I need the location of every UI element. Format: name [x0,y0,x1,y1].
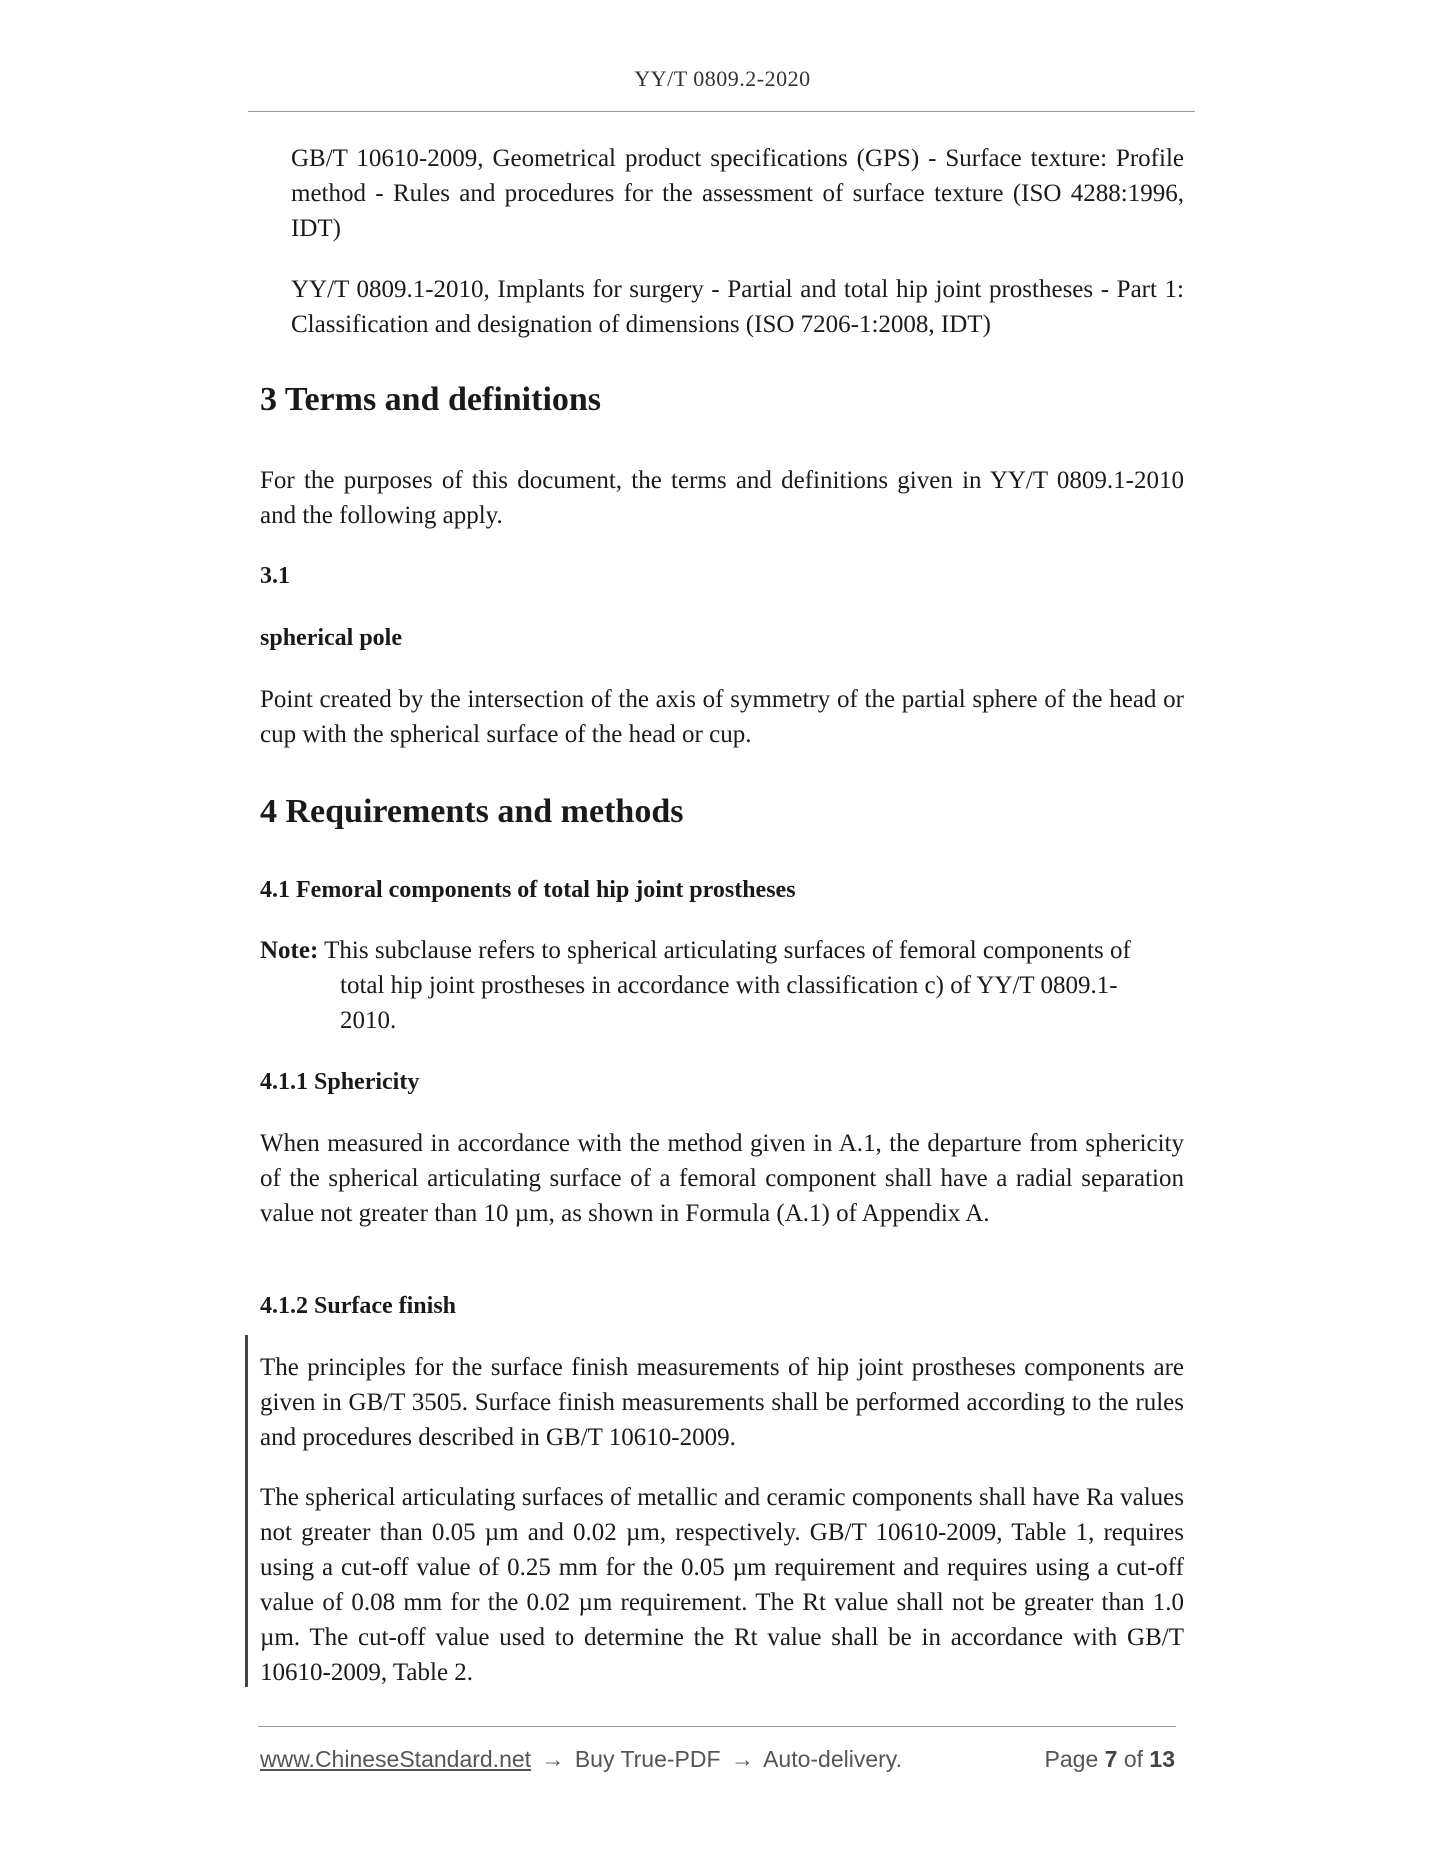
term-name: spherical pole [260,625,402,651]
page-of-label: of [1123,1746,1144,1772]
page-label: Page [1044,1746,1099,1772]
arrow-right-icon: → [541,1746,565,1772]
surface-finish-paragraph-2: The spherical articulating surfaces of metallic and ceramic components shall have Ra values not greater than 0.05 µm and 0.02 µm, respectively. GB/T 10610-2009, Table 1, requires using a cut-off value of 0.25 mm for the 0.05 µm requirement and requires using a cut-off value of 0.08 mm for the 0.02 µm requirement. The Rt value shall not be greater than 1.0 µm. The cut-off value used to determine the Rt value shall be in accordance with GB/T 10610-2009, Table 2. [260,1484,1184,1686]
section-4-heading: 4 Requirements and methods [260,793,684,830]
header-divider [248,111,1195,112]
note-line-2: total hip joint prostheses in accordance with classification c) of YY/T 0809.1- [340,972,1118,999]
reference-gbt-10610: GB/T 10610-2009, Geometrical product specifications (GPS) - Surface texture: Profile method - Rules and procedures for the assessment of surface texture (ISO 4288:1996, IDT) [291,145,1184,242]
standard-code-header: YY/T 0809.2-2020 [634,66,811,91]
term-definition: Point created by the intersection of the axis of symmetry of the partial sphere of the head or cup with the spherical surface of the head or cup. [260,686,1184,748]
term-number: 3.1 [260,563,290,589]
total-pages-number: 13 [1149,1746,1175,1772]
chinesestandard-link[interactable]: www.ChineseStandard.net [260,1746,532,1772]
page-footer [260,1746,1175,1773]
subsection-4-1-2-heading: 4.1.2 Surface finish [260,1293,457,1319]
page-indicator [1045,1746,1175,1773]
sphericity-paragraph: When measured in accordance with the method given in A.1, the departure from sphericity of the spherical articulating surface of a femoral component shall have a radial separation value not greater than 10 µm, as shown in Formula (A.1) of Appendix A. [260,1130,1184,1227]
arrow-right-icon: → [730,1746,754,1772]
note-label: Note: [260,937,319,964]
note-text-1: This subclause refers to spherical articulating surfaces of femoral components of [324,937,1131,964]
subsection-4-1-1-heading: 4.1.1 Sphericity [260,1069,420,1095]
note-line-3: 2010. [340,1007,397,1034]
current-page-number: 7 [1104,1746,1118,1772]
revision-change-bar [245,1335,248,1687]
surface-finish-paragraph-1: The principles for the surface finish measurements of hip joint prostheses components are given in GB/T 3505. Surface finish measurements shall be performed according to the rules and procedures described in GB/T 10610-2009. [260,1354,1184,1451]
footer-divider [258,1726,1176,1727]
section-3-heading: 3 Terms and definitions [260,381,602,418]
note-block [260,933,1184,1038]
section-3-intro: For the purposes of this document, the terms and definitions given in YY/T 0809.1-2010 and the following apply. [260,467,1184,529]
note-line-1 [260,933,1184,968]
buy-true-pdf-text: Buy True-PDF [574,1746,721,1772]
subsection-4-1-heading: 4.1 Femoral components of total hip joint prostheses [260,877,796,903]
auto-delivery-text: Auto-delivery. [763,1746,902,1772]
reference-yyt-0809-1: YY/T 0809.1-2010, Implants for surgery - Partial and total hip joint prostheses - Part 1: Classification and designation of dimensions (ISO 7206-1:2008, IDT) [291,276,1184,338]
